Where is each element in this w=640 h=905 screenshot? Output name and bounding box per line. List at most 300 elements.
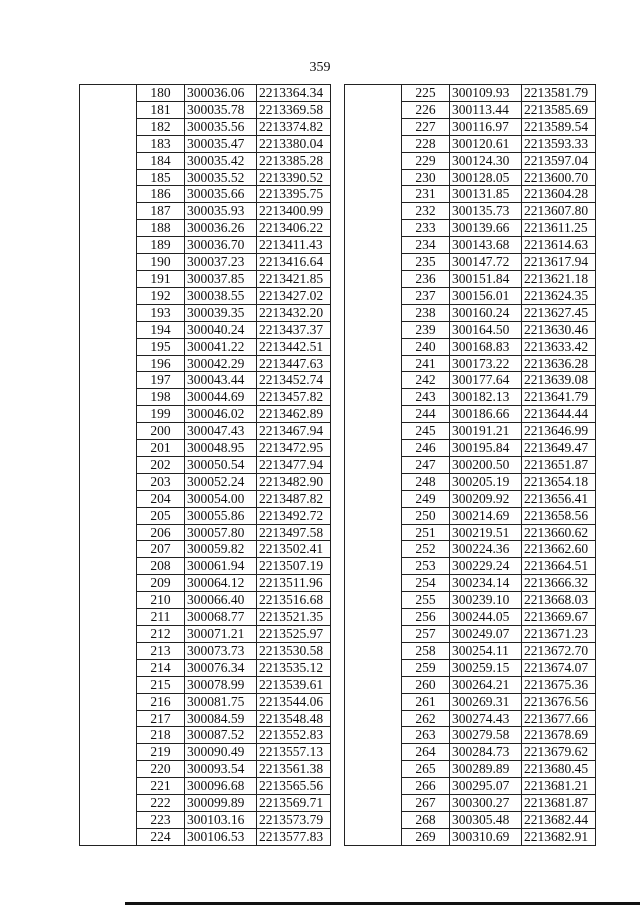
table-row	[80, 456, 331, 473]
x-coordinate-cell: 300047.43	[185, 423, 257, 440]
point-number-cell: 204	[137, 490, 185, 507]
point-number-cell: 190	[137, 254, 185, 271]
x-coordinate-cell: 300066.40	[185, 592, 257, 609]
empty-cell	[345, 203, 402, 220]
table-row	[80, 321, 331, 338]
x-coordinate-cell: 300087.52	[185, 727, 257, 744]
x-coordinate-cell: 300037.85	[185, 270, 257, 287]
x-coordinate-cell: 300061.94	[185, 558, 257, 575]
point-number-cell: 218	[137, 727, 185, 744]
x-coordinate-cell: 300168.83	[450, 338, 522, 355]
empty-cell	[80, 372, 137, 389]
point-number-cell: 199	[137, 406, 185, 423]
table-row	[345, 558, 596, 575]
y-coordinate-cell: 2213641.79	[522, 389, 596, 406]
y-coordinate-cell: 2213390.52	[257, 169, 331, 186]
y-coordinate-cell: 2213662.60	[522, 541, 596, 558]
x-coordinate-cell: 300078.99	[185, 676, 257, 693]
empty-cell	[80, 203, 137, 220]
table-row	[80, 761, 331, 778]
point-number-cell: 252	[402, 541, 450, 558]
y-coordinate-cell: 2213472.95	[257, 440, 331, 457]
point-number-cell: 198	[137, 389, 185, 406]
point-number-cell: 187	[137, 203, 185, 220]
point-number-cell: 227	[402, 118, 450, 135]
point-number-cell: 264	[402, 744, 450, 761]
y-coordinate-cell: 2213636.28	[522, 355, 596, 372]
point-number-cell: 180	[137, 85, 185, 102]
y-coordinate-cell: 2213492.72	[257, 507, 331, 524]
table-row	[345, 659, 596, 676]
table-row	[345, 423, 596, 440]
empty-cell	[80, 423, 137, 440]
y-coordinate-cell: 2213627.45	[522, 304, 596, 321]
table-row	[80, 575, 331, 592]
table-row	[80, 220, 331, 237]
table-body	[80, 85, 331, 846]
empty-cell	[345, 524, 402, 541]
x-coordinate-cell: 300106.53	[185, 828, 257, 845]
empty-cell	[345, 575, 402, 592]
point-number-cell: 213	[137, 642, 185, 659]
empty-cell	[80, 524, 137, 541]
table-row	[345, 85, 596, 102]
point-number-cell: 239	[402, 321, 450, 338]
y-coordinate-cell: 2213674.07	[522, 659, 596, 676]
point-number-cell: 223	[137, 811, 185, 828]
table-row	[345, 186, 596, 203]
x-coordinate-cell: 300059.82	[185, 541, 257, 558]
y-coordinate-cell: 2213611.25	[522, 220, 596, 237]
table-row	[80, 186, 331, 203]
x-coordinate-cell: 300071.21	[185, 626, 257, 643]
empty-cell	[345, 372, 402, 389]
empty-cell	[80, 575, 137, 592]
empty-cell	[345, 609, 402, 626]
x-coordinate-cell: 300035.47	[185, 135, 257, 152]
point-number-cell: 260	[402, 676, 450, 693]
y-coordinate-cell: 2213507.19	[257, 558, 331, 575]
table-row	[345, 456, 596, 473]
point-number-cell: 229	[402, 152, 450, 169]
point-number-cell: 253	[402, 558, 450, 575]
point-number-cell: 235	[402, 254, 450, 271]
point-number-cell: 241	[402, 355, 450, 372]
table-row	[80, 440, 331, 457]
y-coordinate-cell: 2213395.75	[257, 186, 331, 203]
empty-cell	[345, 592, 402, 609]
y-coordinate-cell: 2213385.28	[257, 152, 331, 169]
y-coordinate-cell: 2213666.32	[522, 575, 596, 592]
point-number-cell: 255	[402, 592, 450, 609]
point-number-cell: 224	[137, 828, 185, 845]
y-coordinate-cell: 2213447.63	[257, 355, 331, 372]
point-number-cell: 262	[402, 710, 450, 727]
y-coordinate-cell: 2213525.97	[257, 626, 331, 643]
y-coordinate-cell: 2213682.44	[522, 811, 596, 828]
y-coordinate-cell: 2213432.20	[257, 304, 331, 321]
y-coordinate-cell: 2213416.64	[257, 254, 331, 271]
x-coordinate-cell: 300200.50	[450, 456, 522, 473]
x-coordinate-cell: 300182.13	[450, 389, 522, 406]
y-coordinate-cell: 2213380.04	[257, 135, 331, 152]
x-coordinate-cell: 300093.54	[185, 761, 257, 778]
y-coordinate-cell: 2213671.23	[522, 626, 596, 643]
x-coordinate-cell: 300289.89	[450, 761, 522, 778]
table-row	[345, 389, 596, 406]
table-row	[80, 152, 331, 169]
x-coordinate-cell: 300239.10	[450, 592, 522, 609]
point-number-cell: 261	[402, 693, 450, 710]
x-coordinate-cell: 300254.11	[450, 642, 522, 659]
empty-cell	[345, 237, 402, 254]
point-number-cell: 216	[137, 693, 185, 710]
point-number-cell: 210	[137, 592, 185, 609]
empty-cell	[345, 761, 402, 778]
x-coordinate-cell: 300128.05	[450, 169, 522, 186]
x-coordinate-cell: 300103.16	[185, 811, 257, 828]
y-coordinate-cell: 2213511.96	[257, 575, 331, 592]
y-coordinate-cell: 2213600.70	[522, 169, 596, 186]
y-coordinate-cell: 2213364.34	[257, 85, 331, 102]
point-number-cell: 220	[137, 761, 185, 778]
x-coordinate-cell: 300284.73	[450, 744, 522, 761]
y-coordinate-cell: 2213614.63	[522, 237, 596, 254]
y-coordinate-cell: 2213497.58	[257, 524, 331, 541]
table-row	[345, 507, 596, 524]
x-coordinate-cell: 300135.73	[450, 203, 522, 220]
point-number-cell: 258	[402, 642, 450, 659]
empty-cell	[80, 389, 137, 406]
point-number-cell: 243	[402, 389, 450, 406]
table-row	[345, 270, 596, 287]
point-number-cell: 211	[137, 609, 185, 626]
x-coordinate-cell: 300035.52	[185, 169, 257, 186]
x-coordinate-cell: 300076.34	[185, 659, 257, 676]
table-row	[345, 524, 596, 541]
empty-cell	[345, 693, 402, 710]
point-number-cell: 256	[402, 609, 450, 626]
point-number-cell: 248	[402, 473, 450, 490]
x-coordinate-cell: 300269.31	[450, 693, 522, 710]
point-number-cell: 197	[137, 372, 185, 389]
table-row	[345, 287, 596, 304]
empty-cell	[345, 744, 402, 761]
x-coordinate-cell: 300036.70	[185, 237, 257, 254]
point-number-cell: 214	[137, 659, 185, 676]
point-number-cell: 237	[402, 287, 450, 304]
point-number-cell: 247	[402, 456, 450, 473]
table-row	[80, 203, 331, 220]
point-number-cell: 263	[402, 727, 450, 744]
y-coordinate-cell: 2213680.45	[522, 761, 596, 778]
y-coordinate-cell: 2213516.68	[257, 592, 331, 609]
x-coordinate-cell: 300035.42	[185, 152, 257, 169]
y-coordinate-cell: 2213668.03	[522, 592, 596, 609]
x-coordinate-cell: 300177.64	[450, 372, 522, 389]
x-coordinate-cell: 300096.68	[185, 778, 257, 795]
x-coordinate-cell: 300057.80	[185, 524, 257, 541]
table-row	[345, 828, 596, 845]
empty-cell	[345, 304, 402, 321]
x-coordinate-cell: 300274.43	[450, 710, 522, 727]
table-row	[345, 169, 596, 186]
empty-cell	[345, 727, 402, 744]
empty-cell	[80, 727, 137, 744]
empty-cell	[80, 355, 137, 372]
table-row	[345, 220, 596, 237]
y-coordinate-cell: 2213539.61	[257, 676, 331, 693]
table-row	[80, 642, 331, 659]
y-coordinate-cell: 2213621.18	[522, 270, 596, 287]
point-number-cell: 250	[402, 507, 450, 524]
x-coordinate-cell: 300054.00	[185, 490, 257, 507]
y-coordinate-cell: 2213569.71	[257, 795, 331, 812]
x-coordinate-cell: 300068.77	[185, 609, 257, 626]
table-row	[80, 304, 331, 321]
y-coordinate-cell: 2213633.42	[522, 338, 596, 355]
x-coordinate-cell: 300131.85	[450, 186, 522, 203]
x-coordinate-cell: 300295.07	[450, 778, 522, 795]
point-number-cell: 217	[137, 710, 185, 727]
table-row	[345, 473, 596, 490]
empty-cell	[80, 659, 137, 676]
table-row	[80, 423, 331, 440]
table-row	[345, 490, 596, 507]
point-number-cell: 183	[137, 135, 185, 152]
y-coordinate-cell: 2213565.56	[257, 778, 331, 795]
x-coordinate-cell: 300039.35	[185, 304, 257, 321]
table-row	[345, 710, 596, 727]
y-coordinate-cell: 2213656.41	[522, 490, 596, 507]
empty-cell	[80, 287, 137, 304]
y-coordinate-cell: 2213649.47	[522, 440, 596, 457]
table-row	[80, 811, 331, 828]
y-coordinate-cell: 2213669.67	[522, 609, 596, 626]
table-row	[80, 710, 331, 727]
point-number-cell: 193	[137, 304, 185, 321]
table-row	[345, 355, 596, 372]
empty-cell	[345, 169, 402, 186]
point-number-cell: 185	[137, 169, 185, 186]
point-number-cell: 228	[402, 135, 450, 152]
table-row	[345, 609, 596, 626]
empty-cell	[345, 152, 402, 169]
x-coordinate-cell: 300224.36	[450, 541, 522, 558]
y-coordinate-cell: 2213487.82	[257, 490, 331, 507]
y-coordinate-cell: 2213421.85	[257, 270, 331, 287]
table-row	[345, 321, 596, 338]
table-row	[80, 524, 331, 541]
x-coordinate-cell: 300037.23	[185, 254, 257, 271]
table-row	[345, 118, 596, 135]
table-row	[345, 254, 596, 271]
y-coordinate-cell: 2213477.94	[257, 456, 331, 473]
empty-cell	[345, 118, 402, 135]
empty-cell	[345, 406, 402, 423]
point-number-cell: 232	[402, 203, 450, 220]
point-number-cell: 189	[137, 237, 185, 254]
point-number-cell: 244	[402, 406, 450, 423]
table-row	[345, 440, 596, 457]
table-row	[345, 693, 596, 710]
empty-cell	[80, 490, 137, 507]
empty-cell	[80, 135, 137, 152]
table-row	[80, 795, 331, 812]
table-row	[80, 592, 331, 609]
coordinates-table-left	[79, 84, 331, 846]
empty-cell	[345, 710, 402, 727]
table-row	[80, 101, 331, 118]
x-coordinate-cell: 300264.21	[450, 676, 522, 693]
point-number-cell: 186	[137, 186, 185, 203]
table-row	[345, 237, 596, 254]
point-number-cell: 254	[402, 575, 450, 592]
table-row	[80, 287, 331, 304]
x-coordinate-cell: 300305.48	[450, 811, 522, 828]
point-number-cell: 181	[137, 101, 185, 118]
empty-cell	[80, 473, 137, 490]
point-number-cell: 269	[402, 828, 450, 845]
table-row	[80, 389, 331, 406]
empty-cell	[80, 778, 137, 795]
point-number-cell: 240	[402, 338, 450, 355]
table-row	[345, 372, 596, 389]
empty-cell	[345, 676, 402, 693]
y-coordinate-cell: 2213557.13	[257, 744, 331, 761]
y-coordinate-cell: 2213544.06	[257, 693, 331, 710]
coordinates-table-right	[344, 84, 596, 846]
point-number-cell: 230	[402, 169, 450, 186]
y-coordinate-cell: 2213664.51	[522, 558, 596, 575]
point-number-cell: 206	[137, 524, 185, 541]
x-coordinate-cell: 300124.30	[450, 152, 522, 169]
table-row	[80, 169, 331, 186]
table-row	[345, 727, 596, 744]
table-row	[80, 778, 331, 795]
point-number-cell: 184	[137, 152, 185, 169]
empty-cell	[80, 118, 137, 135]
point-number-cell: 259	[402, 659, 450, 676]
y-coordinate-cell: 2213654.18	[522, 473, 596, 490]
x-coordinate-cell: 300143.68	[450, 237, 522, 254]
y-coordinate-cell: 2213597.04	[522, 152, 596, 169]
y-coordinate-cell: 2213369.58	[257, 101, 331, 118]
empty-cell	[80, 186, 137, 203]
y-coordinate-cell: 2213467.94	[257, 423, 331, 440]
x-coordinate-cell: 300151.84	[450, 270, 522, 287]
y-coordinate-cell: 2213658.56	[522, 507, 596, 524]
table-row	[80, 372, 331, 389]
table-row	[80, 270, 331, 287]
point-number-cell: 265	[402, 761, 450, 778]
table-row	[345, 101, 596, 118]
y-coordinate-cell: 2213682.91	[522, 828, 596, 845]
y-coordinate-cell: 2213406.22	[257, 220, 331, 237]
table-row	[80, 237, 331, 254]
table-row	[80, 507, 331, 524]
y-coordinate-cell: 2213630.46	[522, 321, 596, 338]
empty-cell	[345, 642, 402, 659]
point-number-cell: 194	[137, 321, 185, 338]
table-row	[345, 761, 596, 778]
point-number-cell: 219	[137, 744, 185, 761]
empty-cell	[80, 220, 137, 237]
x-coordinate-cell: 300205.19	[450, 473, 522, 490]
point-number-cell: 251	[402, 524, 450, 541]
table-row	[80, 355, 331, 372]
y-coordinate-cell: 2213593.33	[522, 135, 596, 152]
x-coordinate-cell: 300259.15	[450, 659, 522, 676]
x-coordinate-cell: 300048.95	[185, 440, 257, 457]
point-number-cell: 246	[402, 440, 450, 457]
empty-cell	[80, 676, 137, 693]
point-number-cell: 226	[402, 101, 450, 118]
point-number-cell: 242	[402, 372, 450, 389]
point-number-cell: 208	[137, 558, 185, 575]
point-number-cell: 202	[137, 456, 185, 473]
empty-cell	[345, 220, 402, 237]
point-number-cell: 225	[402, 85, 450, 102]
x-coordinate-cell: 300160.24	[450, 304, 522, 321]
empty-cell	[80, 744, 137, 761]
empty-cell	[80, 152, 137, 169]
point-number-cell: 236	[402, 270, 450, 287]
y-coordinate-cell: 2213452.74	[257, 372, 331, 389]
table-row	[80, 828, 331, 845]
empty-cell	[80, 795, 137, 812]
x-coordinate-cell: 300035.56	[185, 118, 257, 135]
y-coordinate-cell: 2213644.44	[522, 406, 596, 423]
y-coordinate-cell: 2213589.54	[522, 118, 596, 135]
x-coordinate-cell: 300113.44	[450, 101, 522, 118]
x-coordinate-cell: 300249.07	[450, 626, 522, 643]
table-row	[345, 676, 596, 693]
y-coordinate-cell: 2213561.38	[257, 761, 331, 778]
point-number-cell: 231	[402, 186, 450, 203]
empty-cell	[345, 490, 402, 507]
table-row	[80, 609, 331, 626]
point-number-cell: 233	[402, 220, 450, 237]
empty-cell	[345, 795, 402, 812]
point-number-cell: 212	[137, 626, 185, 643]
empty-cell	[345, 321, 402, 338]
empty-cell	[345, 507, 402, 524]
y-coordinate-cell: 2213617.94	[522, 254, 596, 271]
y-coordinate-cell: 2213442.51	[257, 338, 331, 355]
empty-cell	[345, 101, 402, 118]
y-coordinate-cell: 2213437.37	[257, 321, 331, 338]
table-row	[80, 744, 331, 761]
x-coordinate-cell: 300038.55	[185, 287, 257, 304]
table-row	[345, 642, 596, 659]
y-coordinate-cell: 2213530.58	[257, 642, 331, 659]
table-row	[80, 473, 331, 490]
y-coordinate-cell: 2213681.87	[522, 795, 596, 812]
x-coordinate-cell: 300219.51	[450, 524, 522, 541]
empty-cell	[80, 828, 137, 845]
empty-cell	[80, 592, 137, 609]
x-coordinate-cell: 300229.24	[450, 558, 522, 575]
table-row	[80, 338, 331, 355]
point-number-cell: 245	[402, 423, 450, 440]
empty-cell	[80, 338, 137, 355]
y-coordinate-cell: 2213660.62	[522, 524, 596, 541]
x-coordinate-cell: 300310.69	[450, 828, 522, 845]
empty-cell	[80, 321, 137, 338]
empty-cell	[345, 186, 402, 203]
x-coordinate-cell: 300036.26	[185, 220, 257, 237]
